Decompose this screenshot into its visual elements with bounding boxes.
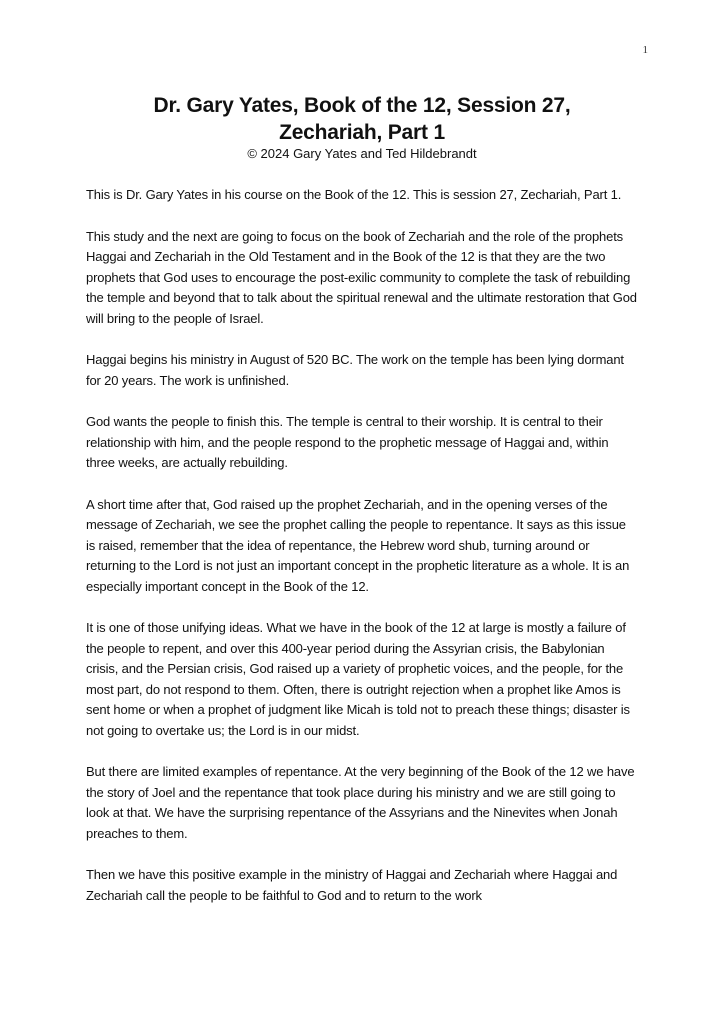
title-line-2: Zechariah, Part 1 <box>279 121 445 144</box>
document-title <box>86 92 638 146</box>
page-number: 1 <box>642 44 648 56</box>
paragraph-6: It is one of those unifying ideas. What we have in the book of the 12 at large is mostly a failure of the people to repent, and over this 400-year period during the Assyrian crisis, the Babylonian crisis, and the Persian crisis, God raised up a variety of prophetic voices, and the people, for the most part, do not respond to them. Often, there is outright rejection when a prophet like Amos is sent home or when a prophet of judgment like Micah is told not to preach these things; disaster is not going to overtake us; the Lord is in our midst. <box>86 620 630 738</box>
paragraph-4: God wants the people to finish this. The temple is central to their worship. It is central to their relationship with him, and the people respond to the prophetic message of Haggai and, within three weeks, are actually rebuilding. <box>86 414 609 470</box>
document-body <box>86 185 638 927</box>
paragraph-5: A short time after that, God raised up the prophet Zechariah, and in the opening verses of the message of Zechariah, we see the prophet calling the people to repentance. It says as this issue is raised, remember that the idea of repentance, the Hebrew word shub, turning around or returning to the Lord is not just an important concept in the prophetic literature as a whole. It is an especially important concept in the Book of the 12. <box>86 496 630 594</box>
paragraph-1: This is Dr. Gary Yates in his course on the Book of the 12. This is session 27, Zechariah, Part 1. <box>86 187 622 202</box>
paragraph-2: This study and the next are going to focus on the book of Zechariah and the role of the prophets Haggai and Zechariah in the Old Testament and in the Book of the 12 is that they are the two prophets that God uses to encourage the post-exilic community to complete the task of rebuilding the temple and beyond that to talk about the spiritual renewal and the ultimate restoration that God will bring to the people of Israel. <box>86 228 637 326</box>
copyright-notice: © 2024 Gary Yates and Ted Hildebrandt <box>247 146 477 161</box>
paragraph-7: But there are limited examples of repentance. At the very beginning of the Book of the 12 we have the story of Joel and the repentance that took place during his ministry and we are still going to look at that. We have the surprising repentance of the Assyrians and the Ninevites when Jonah preaches to them. <box>86 764 635 841</box>
paragraph-8: Then we have this positive example in the ministry of Haggai and Zechariah where Haggai and Zechariah call the people to be faithful to God and to return to the work <box>86 867 618 903</box>
title-line-1: Dr. Gary Yates, Book of the 12, Session 27, <box>153 94 571 117</box>
paragraph-3: Haggai begins his ministry in August of 520 BC. The work on the temple has been lying dormant for 20 years. The work is unfinished. <box>86 352 624 388</box>
